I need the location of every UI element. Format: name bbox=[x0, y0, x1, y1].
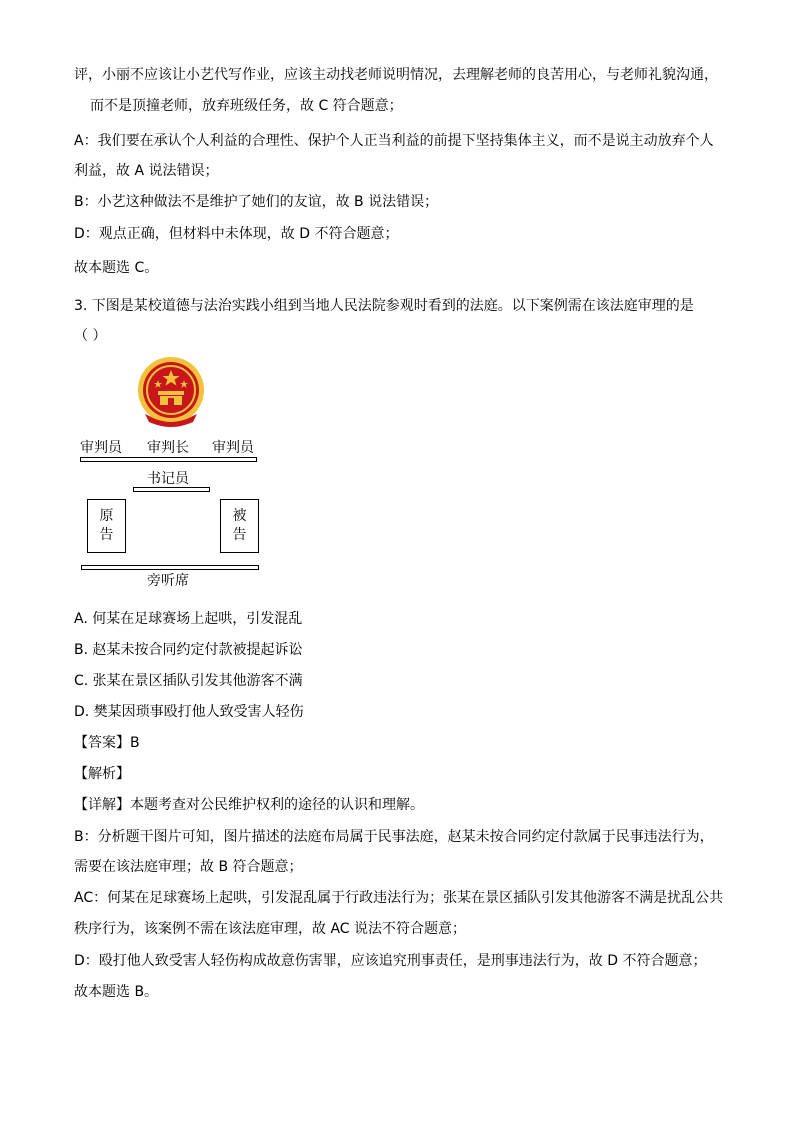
question-paren: （ ） bbox=[74, 328, 107, 344]
answer-label: 【答案】B bbox=[74, 735, 140, 751]
defendant-label-char: 告 bbox=[232, 527, 247, 543]
option-d: D. 樊某因琐事殴打他人致受害人轻伤 bbox=[74, 704, 304, 720]
analysis-line: D：殴打他人致受害人轻伤构成故意伤害罪，应该追究刑事责任，是刑事违法行为，故 D 不符合题意； bbox=[74, 953, 707, 969]
prev-explanation-line: 故本题选 C。 bbox=[74, 260, 159, 276]
national-emblem-icon bbox=[131, 356, 211, 428]
option-c: C. 张某在景区插队引发其他游客不满 bbox=[74, 673, 303, 689]
analysis-line: 秩序行为，该案例不需在该法庭审理，故 AC 说法不符合题意； bbox=[74, 921, 467, 937]
analysis-label: 【解析】 bbox=[74, 766, 130, 782]
judges-bench bbox=[80, 457, 257, 462]
gallery-bench bbox=[81, 565, 259, 570]
plaintiff-box bbox=[87, 499, 126, 553]
judge-right-label: 审判员 bbox=[212, 440, 254, 456]
analysis-line: B：分析题干图片可知，图片描述的法庭布局属于民事法庭，赵某未按合同约定付款属于民事违法行为， bbox=[74, 829, 714, 845]
prev-explanation-line: 评，小丽不应该让小艺代写作业，应该主动找老师说明情况，去理解老师的良苦用心，与老师礼貌沟通， bbox=[74, 67, 718, 83]
prev-explanation-line: A：我们要在承认个人利益的合理性、保护个人正当利益的前提下坚持集体主义，而不是说主动放弃个人 bbox=[74, 133, 714, 149]
prev-explanation-line: 利益，故 A 说法错误； bbox=[74, 163, 219, 179]
presiding-judge-label: 审判长 bbox=[147, 440, 189, 456]
prev-explanation-line: B：小艺这种做法不是维护了她们的友谊，故 B 说法错误； bbox=[74, 194, 439, 210]
clerk-desk bbox=[133, 487, 210, 492]
plaintiff-label-char: 原 bbox=[99, 508, 114, 524]
defendant-label-char: 被 bbox=[232, 508, 247, 524]
option-b: B. 赵某未按合同约定付款被提起诉讼 bbox=[74, 642, 303, 658]
analysis-line: 故本题选 B。 bbox=[74, 984, 159, 1000]
analysis-line: AC：何某在足球赛场上起哄，引发混乱属于行政违法行为；张某在景区插队引发其他游客不满是扰乱公共 bbox=[74, 890, 724, 906]
defendant-box bbox=[220, 499, 259, 553]
judge-left-label: 审判员 bbox=[80, 440, 122, 456]
question-stem: 3. 下图是某校道德与法治实践小组到当地人民法院参观时看到的法庭。以下案例需在该法庭审理的是 bbox=[74, 298, 694, 314]
clerk-label: 书记员 bbox=[147, 471, 189, 487]
plaintiff-label-char: 告 bbox=[99, 527, 114, 543]
prev-explanation-line: 而不是顶撞老师，放弃班级任务，故 C 符合题意； bbox=[90, 98, 403, 114]
gallery-label: 旁听席 bbox=[147, 573, 189, 589]
prev-explanation-line: D：观点正确，但材料中未体现，故 D 不符合题意； bbox=[74, 226, 399, 242]
option-a: A. 何某在足球赛场上起哄，引发混乱 bbox=[74, 611, 303, 627]
analysis-line: 需要在该法庭审理；故 B 符合题意； bbox=[74, 859, 303, 875]
analysis-line: 【详解】本题考查对公民维护权利的途径的认识和理解。 bbox=[74, 797, 424, 813]
